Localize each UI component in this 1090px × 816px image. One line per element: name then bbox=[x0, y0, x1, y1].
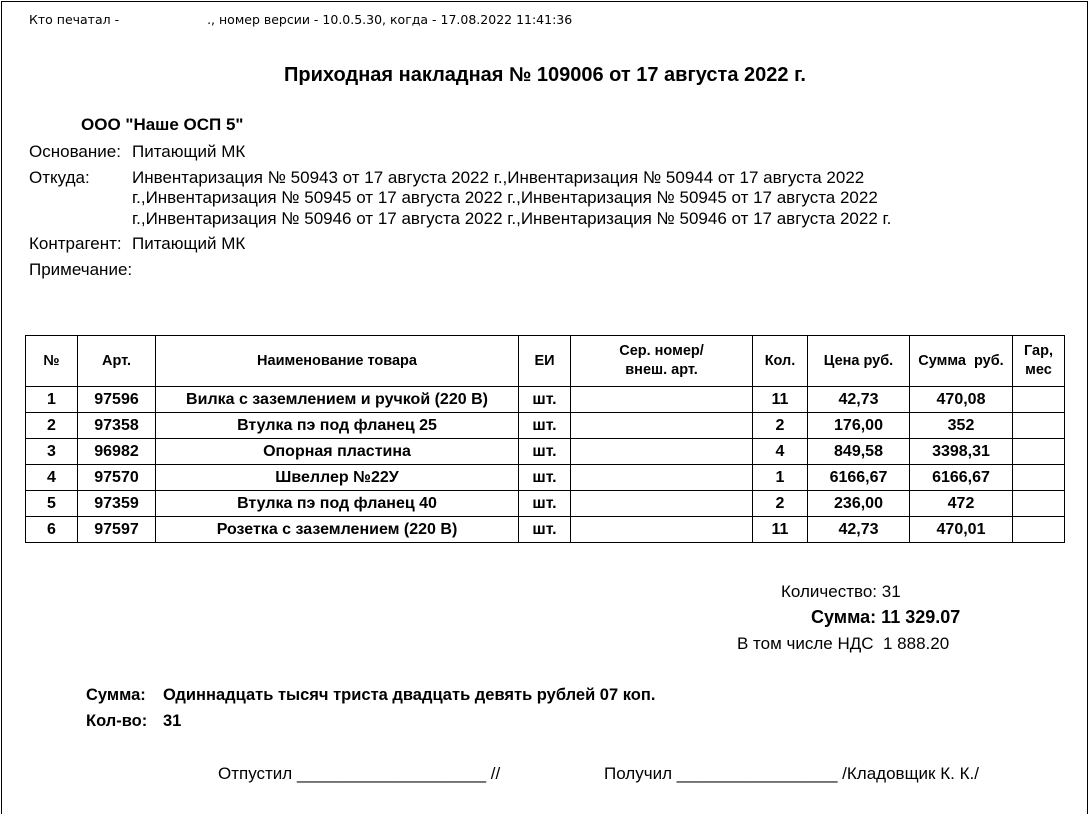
table-row bbox=[26, 387, 1065, 413]
cell-price: 6166,67 bbox=[808, 465, 910, 491]
cell-serial bbox=[571, 491, 753, 517]
cell-qty: 11 bbox=[753, 517, 808, 543]
items-table bbox=[25, 335, 1065, 543]
cell-qty: 2 bbox=[753, 491, 808, 517]
cell-serial bbox=[571, 439, 753, 465]
cell-warranty bbox=[1013, 491, 1065, 517]
cell-unit: шт. bbox=[519, 439, 571, 465]
cell-num: 5 bbox=[26, 491, 78, 517]
cell-serial bbox=[571, 387, 753, 413]
cell-price: 176,00 bbox=[808, 413, 910, 439]
cell-qty: 2 bbox=[753, 413, 808, 439]
warranty-header-line1: Гар, bbox=[1024, 343, 1053, 359]
table-row bbox=[26, 517, 1065, 543]
cell-art: 97596 bbox=[78, 387, 156, 413]
basis-value: Питающий МК bbox=[132, 142, 246, 161]
cell-unit: шт. bbox=[519, 491, 571, 517]
cell-qty: 11 bbox=[753, 387, 808, 413]
total-sum: Сумма: 11 329.07 bbox=[811, 607, 961, 627]
cell-art: 97359 bbox=[78, 491, 156, 517]
table-row bbox=[26, 413, 1065, 439]
cell-sum: 470,08 bbox=[910, 387, 1013, 413]
table-row bbox=[26, 465, 1065, 491]
cell-sum: 352 bbox=[910, 413, 1013, 439]
print-info bbox=[29, 12, 572, 27]
serial-header-line2: внеш. арт. bbox=[625, 362, 698, 378]
cell-unit: шт. bbox=[519, 387, 571, 413]
cell-serial bbox=[571, 413, 753, 439]
note-label: Примечание: bbox=[29, 260, 133, 279]
sum-words: Одиннадцать тысяч триста двадцать девять рублей 07 коп. bbox=[163, 686, 656, 704]
col-serial-header bbox=[571, 336, 753, 387]
qty-label: Кол-во: bbox=[86, 712, 148, 730]
cell-serial bbox=[571, 517, 753, 543]
cell-name: Вилка с заземлением и ручкой (220 В) bbox=[156, 387, 519, 413]
from-line-1: Инвентаризация № 50943 от 17 августа 2022 г.,Инвентаризация № 50944 от 17 августа 2022 bbox=[132, 168, 865, 187]
col-qty-header: Кол. bbox=[753, 336, 808, 387]
cell-price: 42,73 bbox=[808, 517, 910, 543]
from-line-3: г.,Инвентаризация № 50946 от 17 августа 2022 г.,Инвентаризация № 50946 от 17 августа 2022 г. bbox=[132, 209, 892, 228]
serial-header-line1: Сер. номер/ bbox=[619, 343, 704, 359]
cell-name: Втулка пэ под фланец 40 bbox=[156, 491, 519, 517]
received-signature: Получил _________________ /Кладовщик К. К./ bbox=[604, 764, 979, 783]
cell-num: 2 bbox=[26, 413, 78, 439]
cell-sum: 3398,31 bbox=[910, 439, 1013, 465]
cell-art: 97358 bbox=[78, 413, 156, 439]
version-info: ., номер версии - 10.0.5.30, когда - 17.08.2022 11:41:36 bbox=[207, 12, 573, 27]
cell-name: Швеллер №22У bbox=[156, 465, 519, 491]
table-row bbox=[26, 439, 1065, 465]
cell-num: 4 bbox=[26, 465, 78, 491]
cell-name: Опорная пластина bbox=[156, 439, 519, 465]
cell-unit: шт. bbox=[519, 465, 571, 491]
cell-art: 97597 bbox=[78, 517, 156, 543]
col-art-header: Арт. bbox=[78, 336, 156, 387]
table-row bbox=[26, 491, 1065, 517]
cell-qty: 1 bbox=[753, 465, 808, 491]
cell-name: Втулка пэ под фланец 25 bbox=[156, 413, 519, 439]
total-quantity: Количество: 31 bbox=[781, 582, 901, 601]
cell-sum: 6166,67 bbox=[910, 465, 1013, 491]
cell-warranty bbox=[1013, 413, 1065, 439]
cell-art: 97570 bbox=[78, 465, 156, 491]
released-signature: Отпустил ____________________ // bbox=[218, 764, 501, 783]
cell-sum: 472 bbox=[910, 491, 1013, 517]
cell-num: 1 bbox=[26, 387, 78, 413]
basis-label: Основание: bbox=[29, 142, 121, 161]
cell-sum: 470,01 bbox=[910, 517, 1013, 543]
counterparty-value: Питающий МК bbox=[132, 234, 246, 253]
organization-name: ООО "Наше ОСП 5" bbox=[81, 115, 244, 134]
sum-words-label: Сумма: bbox=[86, 686, 146, 704]
col-unit-header: ЕИ bbox=[519, 336, 571, 387]
cell-art: 96982 bbox=[78, 439, 156, 465]
cell-unit: шт. bbox=[519, 413, 571, 439]
cell-num: 6 bbox=[26, 517, 78, 543]
counterparty-label: Контрагент: bbox=[29, 234, 122, 253]
qty-value: 31 bbox=[163, 712, 182, 730]
cell-unit: шт. bbox=[519, 517, 571, 543]
cell-serial bbox=[571, 465, 753, 491]
from-label: Откуда: bbox=[29, 168, 90, 187]
cell-price: 236,00 bbox=[808, 491, 910, 517]
cell-warranty bbox=[1013, 387, 1065, 413]
total-vat: В том числе НДС 1 888.20 bbox=[737, 634, 950, 653]
col-warranty-header bbox=[1013, 336, 1065, 387]
document-title: Приходная накладная № 109006 от 17 августа 2022 г. bbox=[284, 64, 806, 86]
col-sum-header: Сумма руб. bbox=[910, 336, 1013, 387]
col-num-header: № bbox=[26, 336, 78, 387]
cell-warranty bbox=[1013, 465, 1065, 491]
warranty-header-line2: мес bbox=[1025, 362, 1052, 378]
table-header-row bbox=[26, 336, 1065, 387]
col-price-header: Цена руб. bbox=[808, 336, 910, 387]
cell-price: 42,73 bbox=[808, 387, 910, 413]
printed-by-label: Кто печатал - bbox=[29, 12, 120, 27]
cell-num: 3 bbox=[26, 439, 78, 465]
col-name-header: Наименование товара bbox=[156, 336, 519, 387]
cell-warranty bbox=[1013, 439, 1065, 465]
cell-price: 849,58 bbox=[808, 439, 910, 465]
cell-qty: 4 bbox=[753, 439, 808, 465]
cell-warranty bbox=[1013, 517, 1065, 543]
from-line-2: г.,Инвентаризация № 50945 от 17 августа 2022 г.,Инвентаризация № 50945 от 17 августа 2022 bbox=[132, 188, 878, 207]
cell-name: Розетка с заземлением (220 В) bbox=[156, 517, 519, 543]
